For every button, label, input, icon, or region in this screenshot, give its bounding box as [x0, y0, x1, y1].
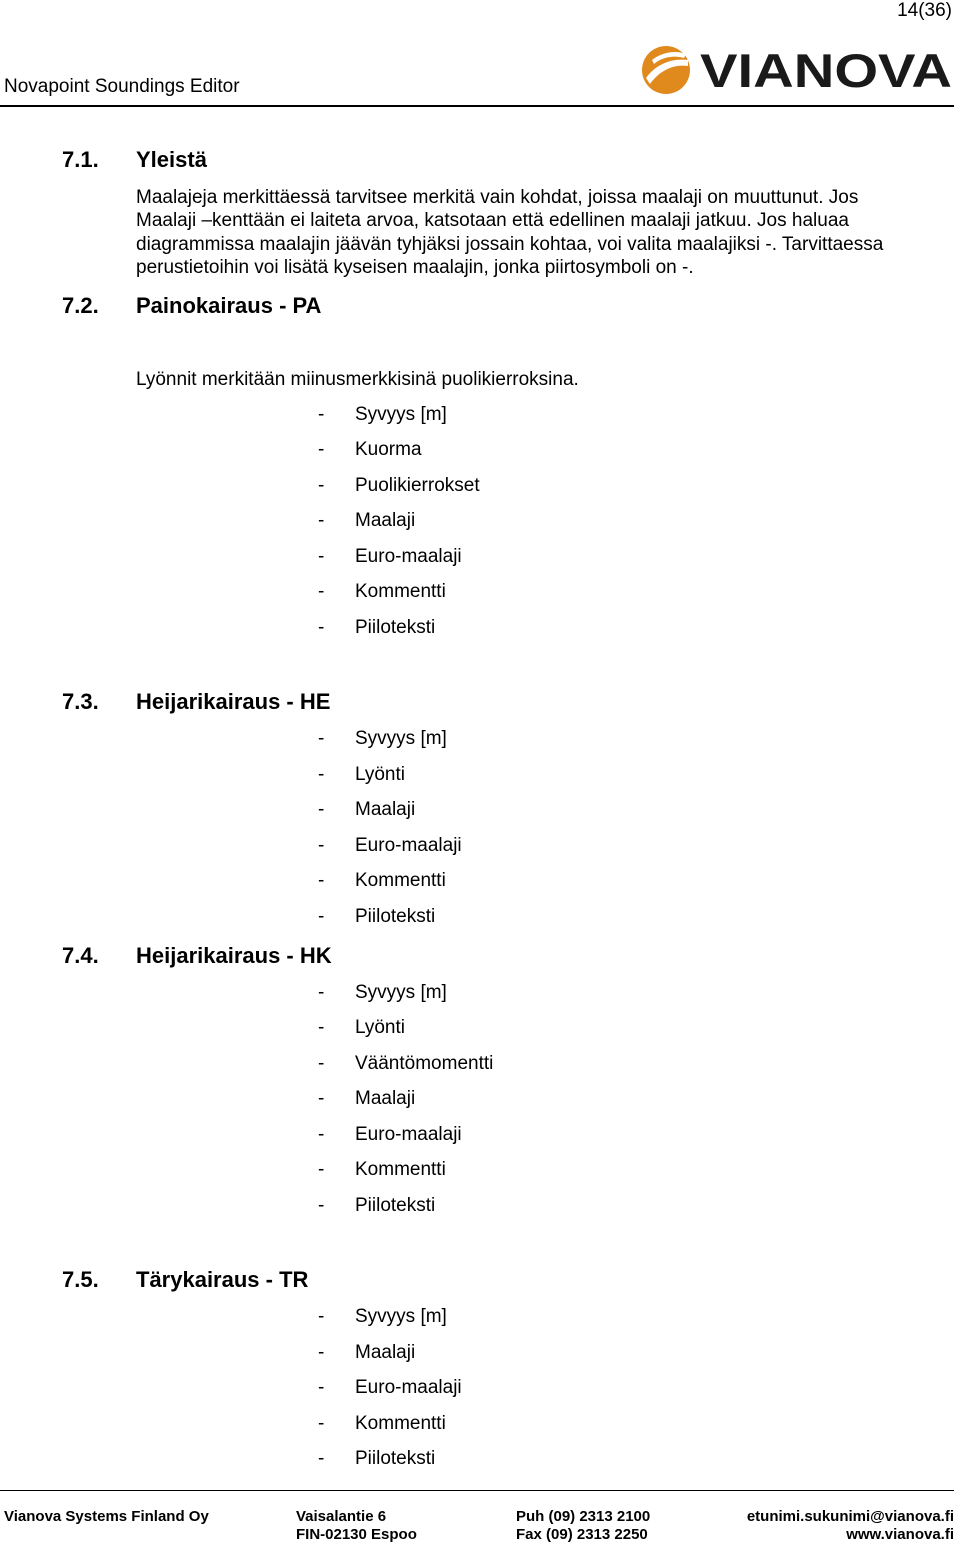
list-dash: - — [318, 1017, 325, 1038]
list-item-label: Piiloteksti — [355, 906, 436, 927]
list-item — [318, 475, 480, 497]
list-item-label: Kommentti — [355, 1413, 446, 1434]
list-dash: - — [318, 439, 325, 460]
list-dash: - — [318, 982, 325, 1003]
paragraph-line: diagrammissa maalajin jäävän tyhjäksi jossain kohtaa, voi valita maalajiksi -. Tarvittaessa — [136, 233, 884, 255]
list-item-label: Maalaji — [355, 510, 416, 531]
list-item — [318, 1195, 435, 1217]
list-item — [318, 1053, 493, 1075]
list-item-label: Vääntömomentti — [355, 1053, 494, 1074]
list-item-label: Lyönti — [355, 764, 405, 785]
paragraph-line: Maalajeja merkittäessä tarvitsee merkitä vain kohdat, joissa maalaji on muuttunut. Jos — [136, 187, 859, 208]
list-item — [318, 581, 446, 603]
list-item — [318, 1342, 415, 1364]
header-divider — [0, 105, 954, 107]
list-item — [318, 906, 435, 928]
section-intro: Lyönnit merkitään miinusmerkkisinä puolikierroksina. — [136, 369, 579, 390]
list-item — [318, 870, 446, 892]
list-item-label: Syvyys [m] — [355, 728, 447, 749]
list-dash: - — [318, 475, 325, 496]
list-dash: - — [318, 870, 325, 891]
list-item — [318, 1124, 462, 1146]
section-number: 7.1. — [62, 147, 99, 172]
section-paragraph — [136, 186, 883, 279]
list-dash: - — [318, 1159, 325, 1180]
list-item — [318, 835, 462, 857]
list-dash: - — [318, 728, 325, 749]
list-dash: - — [318, 617, 325, 638]
list-item — [318, 1413, 446, 1435]
list-item-label: Puolikierrokset — [355, 475, 480, 496]
list-item-label: Maalaji — [355, 1342, 416, 1363]
section-title: Tärykairaus - TR — [136, 1267, 309, 1292]
paragraph-line: perustietoihin voi lisätä kyseisen maalajin, jonka piirtosymboli on -. — [136, 256, 694, 278]
list-item-label: Syvyys [m] — [355, 404, 447, 425]
list-dash: - — [318, 906, 325, 927]
list-item-label: Syvyys [m] — [355, 1306, 447, 1327]
list-item — [318, 617, 435, 639]
list-item-label: Piiloteksti — [355, 617, 436, 638]
list-dash: - — [318, 1195, 325, 1216]
list-item — [318, 1088, 415, 1110]
list-dash: - — [318, 1124, 325, 1145]
section-title: Painokairaus - PA — [136, 293, 322, 318]
list-item — [318, 546, 462, 568]
vianova-logo-mark — [642, 44, 954, 96]
list-item-label: Euro-maalaji — [355, 835, 462, 856]
list-item-label: Lyönti — [355, 1017, 405, 1038]
list-item — [318, 1377, 462, 1399]
list-dash: - — [318, 835, 325, 856]
footer-email[interactable]: etunimi.sukunimi@vianova.fi — [746, 1508, 954, 1525]
section-title: Yleistä — [136, 147, 207, 172]
list-item-label: Maalaji — [355, 799, 416, 820]
list-item — [318, 404, 447, 426]
list-dash: - — [318, 546, 325, 567]
list-dash: - — [318, 1088, 325, 1109]
list-item-label: Euro-maalaji — [355, 546, 462, 567]
footer-company: Vianova Systems Finland Oy — [4, 1508, 209, 1525]
list-item — [318, 1448, 435, 1470]
list-item-label: Kommentti — [355, 581, 446, 602]
list-dash: - — [318, 764, 325, 785]
list-item-label: Maalaji — [355, 1088, 416, 1109]
list-dash: - — [318, 799, 325, 820]
list-item — [318, 764, 405, 786]
list-dash: - — [318, 404, 325, 425]
list-item — [318, 510, 415, 532]
list-item — [318, 439, 422, 461]
document-title: Novapoint Soundings Editor — [4, 76, 240, 97]
section-title: Heijarikairaus - HK — [136, 943, 332, 968]
list-item — [318, 1017, 405, 1039]
list-item — [318, 1159, 446, 1181]
footer-address-line2: FIN-02130 Espoo — [296, 1526, 417, 1543]
list-item-label: Kommentti — [355, 870, 446, 891]
list-item-label: Euro-maalaji — [355, 1377, 462, 1398]
list-item-label: Piiloteksti — [355, 1195, 436, 1216]
list-item-label: Euro-maalaji — [355, 1124, 462, 1145]
list-item-label: Kommentti — [355, 1159, 446, 1180]
section-number: 7.4. — [62, 943, 99, 968]
footer-divider — [0, 1490, 954, 1491]
section-title: Heijarikairaus - HE — [136, 689, 331, 714]
list-dash: - — [318, 1053, 325, 1074]
list-dash: - — [318, 581, 325, 602]
list-item — [318, 728, 447, 750]
footer-website[interactable]: www.vianova.fi — [846, 1526, 954, 1543]
list-item-label: Kuorma — [355, 439, 422, 460]
section-number: 7.3. — [62, 689, 99, 714]
list-item — [318, 982, 447, 1004]
list-dash: - — [318, 1448, 325, 1469]
svg-text:VIANOVA: VIANOVA — [700, 44, 952, 96]
list-item-label: Syvyys [m] — [355, 982, 447, 1003]
list-dash: - — [318, 1413, 325, 1434]
section-number: 7.2. — [62, 293, 99, 318]
list-item — [318, 799, 415, 821]
page-number: 14(36) — [897, 0, 952, 21]
list-item — [318, 1306, 447, 1328]
list-dash: - — [318, 1342, 325, 1363]
footer-phone: Puh (09) 2313 2100 — [516, 1508, 651, 1525]
footer-fax: Fax (09) 2313 2250 — [516, 1526, 648, 1543]
paragraph-line: Maalaji –kenttään ei laiteta arvoa, katsotaan että edellinen maalaji jatkuu. Jos haluaa — [136, 210, 849, 232]
vianova-logo — [642, 44, 954, 96]
list-dash: - — [318, 1377, 325, 1398]
section-number: 7.5. — [62, 1267, 99, 1292]
list-dash: - — [318, 1306, 325, 1327]
list-item-label: Piiloteksti — [355, 1448, 436, 1469]
list-dash: - — [318, 510, 325, 531]
footer-address-line1: Vaisalantie 6 — [296, 1508, 387, 1525]
